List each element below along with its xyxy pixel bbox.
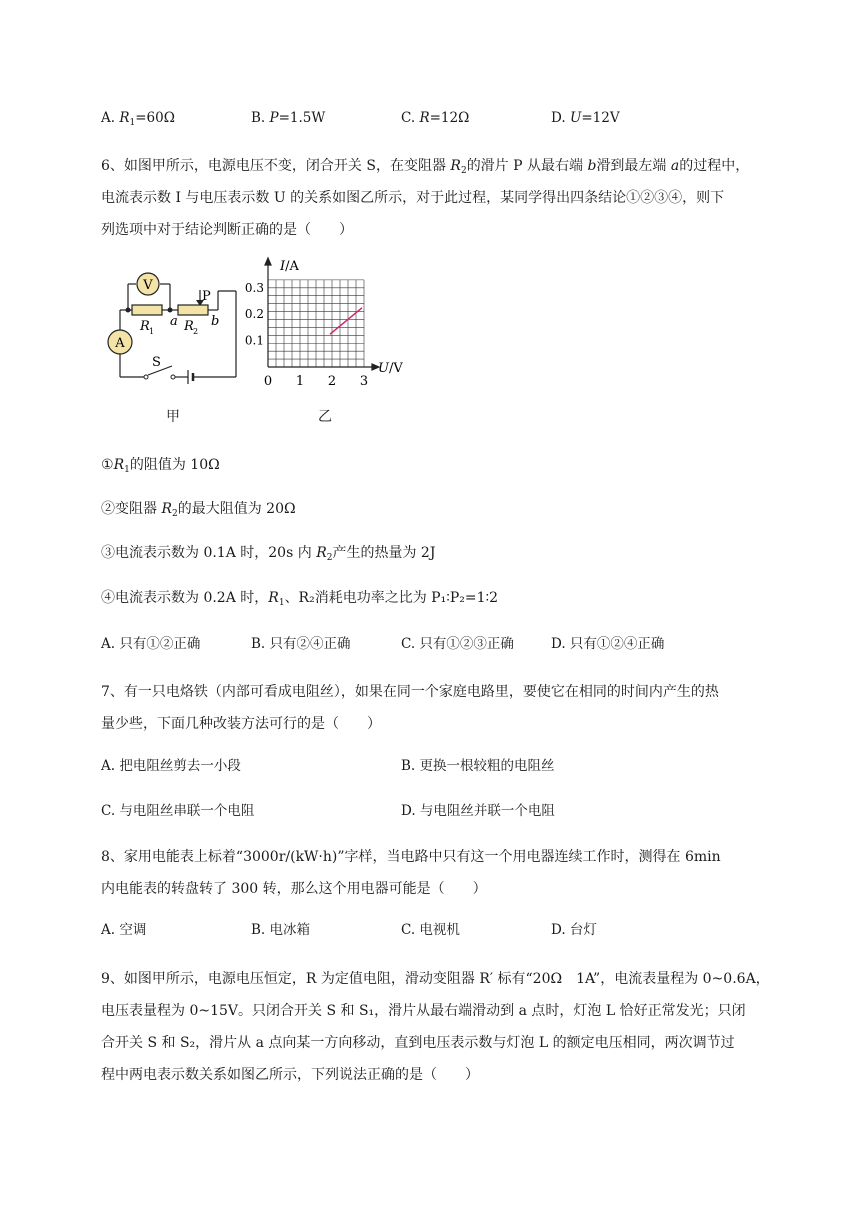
q6-line-2: 电流表示数 I 与电压表示数 U 的关系如图乙所示，对于此过程，某同学得出四条结论①②③④，则下 [101, 190, 725, 206]
svg-text:R: R [184, 319, 194, 334]
svg-text:R: R [140, 319, 150, 334]
q6-statement-2: ②变阻器 $R_2$的最大阻值为 20Ω [101, 501, 296, 519]
q8-line-2: 内电能表的转盘转了 300 转，那么这个用电器可能是（ ） [101, 881, 487, 897]
q6-statement-1: $①R_1$的阻值为 10Ω [101, 457, 220, 475]
x-tick-label: 1 [295, 374, 305, 389]
q6-line-3: 列选项中对于结论判断正确的是（ ） [101, 222, 353, 238]
q5-option-a: A. $R_1=60\Omega$ [101, 110, 175, 128]
q6-option-b: B. 只有②④正确 [251, 636, 351, 652]
q6-stem [101, 150, 761, 246]
q6-option-d: D. 只有①②④正确 [551, 636, 665, 652]
x-tick-label: 2 [327, 374, 337, 389]
figure-yi-caption: 乙 [318, 409, 332, 425]
svg-text:A: A [115, 336, 125, 351]
y-tick-label: 0.2 [244, 307, 264, 322]
q6-line-1: 6、如图甲所示，电源电压不变，闭合开关 S，在变阻器 $R_2$的滑片 P 从最右端 b滑到最左端 a的过程中， [101, 158, 750, 176]
q7-line-1: 7、有一只电烙铁（内部可看成电阻丝），如果在同一个家庭电路里，要使它在相同的时间内产生的热 [101, 684, 719, 700]
iu-graph [240, 255, 420, 405]
q7-option-c: C. 与电阻丝串联一个电阻 [101, 803, 255, 819]
q9-line-1: 9、如图甲所示，电源电压恒定，R 为定值电阻，滑动变阻器 R′ 标有“20Ω 1A”，电流表量程为 0~0.6A， [101, 971, 770, 987]
y-tick-label: 0.3 [244, 280, 264, 295]
x-axis-label: U/V [378, 361, 403, 376]
x-tick-label: 3 [359, 374, 369, 389]
q8-option-b: B. 电冰箱 [251, 922, 311, 938]
q7-option-a: A. 把电阻丝剪去一小段 [101, 758, 241, 774]
svg-text:P: P [202, 289, 211, 304]
q8-line-1: 8、家用电能表上标着“3000r/(kW·h)”字样，当电路中只有这一个用电器连续工作时，测得在 6min [101, 849, 721, 865]
svg-text:V: V [143, 278, 153, 293]
q8-option-a: A. 空调 [101, 922, 147, 938]
q5-option-c: C. R=12Ω [401, 110, 470, 126]
y-axis-arrow [265, 258, 271, 265]
q9-line-3: 合开关 S 和 S₂，滑片从 a 点向某一方向移动，直到电压表示数与灯泡 L 的额定电压相同，两次调节过 [101, 1035, 735, 1051]
q7-option-b: B. 更换一根较粗的电阻丝 [401, 758, 555, 774]
q8-stem [101, 841, 761, 905]
q5-option-b: B. P=1.5W [251, 110, 326, 126]
q8-option-c: C. 电视机 [401, 922, 460, 938]
svg-text:a: a [170, 314, 178, 329]
q7-line-2: 量少些，下面几种改装方法可行的是（ ） [101, 716, 381, 732]
q7-option-d: D. 与电阻丝并联一个电阻 [401, 803, 555, 819]
q8-option-d: D. 台灯 [551, 922, 597, 938]
q6-statement-4: ④电流表示数为 0.2A 时，$R_1$、R₂消耗电功率之比为 P₁∶P₂=1∶2 [101, 590, 499, 608]
q9-line-4: 程中两电表示数关系如图乙所示，下列说法正确的是（ ） [101, 1067, 479, 1083]
svg-text:1: 1 [149, 327, 155, 336]
q6-statement-3: ③电流表示数为 0.1A 时，20s 内 $R_2$产生的热量为 2J [101, 545, 436, 563]
q7-stem [101, 676, 761, 740]
y-tick-label: 0.1 [244, 333, 264, 348]
q9-stem [101, 963, 770, 1091]
circuit-diagram [100, 260, 240, 390]
figure-jia-caption: 甲 [166, 409, 180, 425]
y-axis-label: I/A [280, 259, 299, 274]
svg-text:S: S [152, 355, 161, 370]
svg-text:b: b [211, 314, 220, 329]
q6-option-c: C. 只有①②③正确 [401, 636, 514, 652]
q5-option-d: D. U=12V [551, 110, 620, 126]
q6-option-a: A. 只有①②正确 [101, 636, 201, 652]
svg-text:2: 2 [193, 327, 199, 336]
x-tick-label: 0 [263, 374, 273, 389]
q9-line-2: 电压表量程为 0~15V。只闭合开关 S 和 S₁，滑片从最右端滑动到 a 点时，灯泡 L 恰好正常发光；只闭 [101, 1003, 746, 1019]
